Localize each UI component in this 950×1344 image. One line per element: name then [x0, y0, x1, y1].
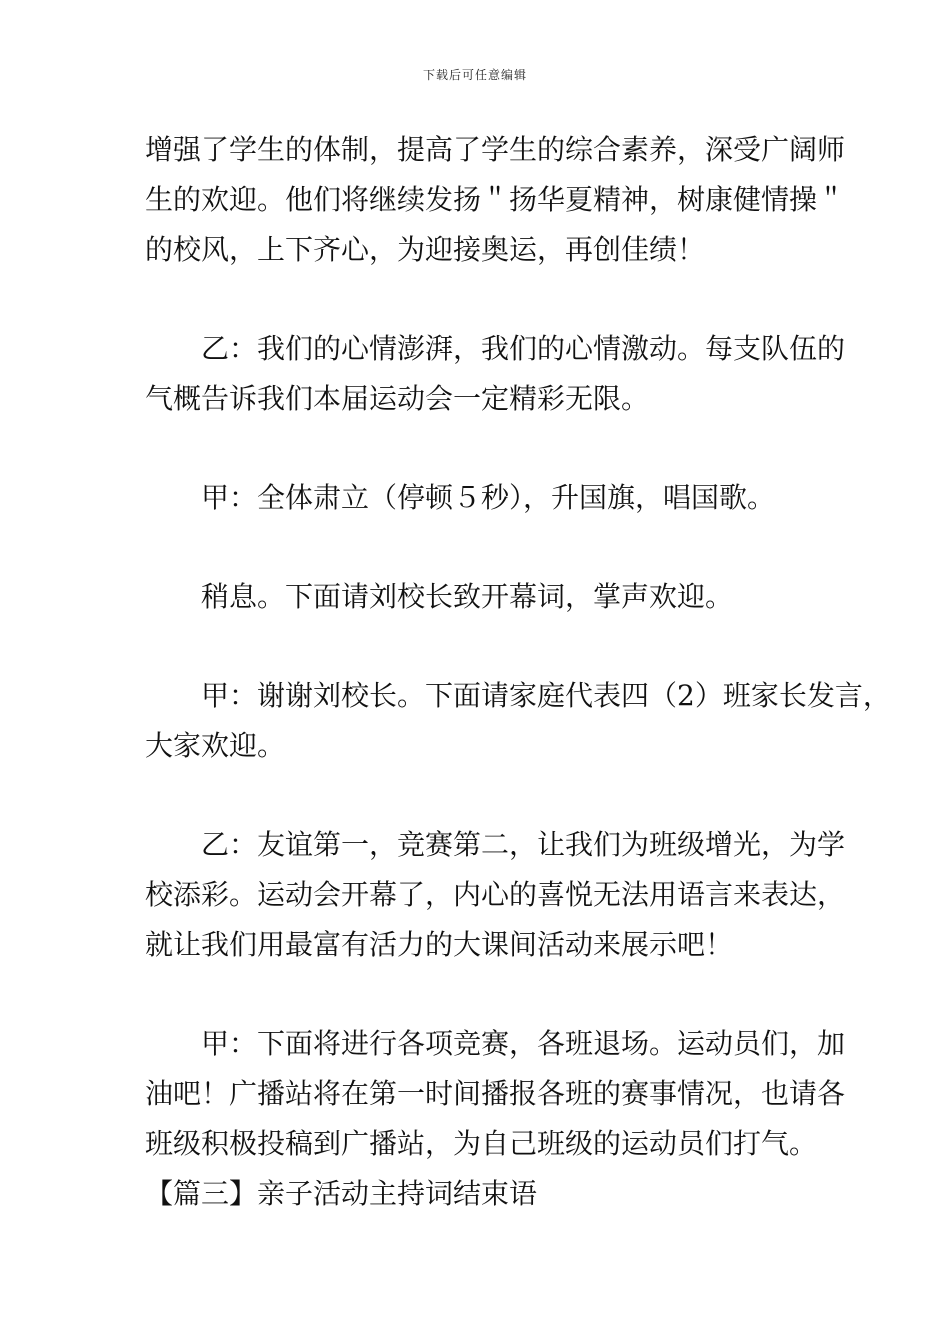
- section-heading: 【篇三】亲子活动主持词结束语: [145, 1177, 538, 1210]
- body-line: 气概告诉我们本届运动会一定精彩无限。: [145, 382, 650, 415]
- body-line: 大家欢迎。: [145, 729, 286, 762]
- body-line: 的校风，上下齐心，为迎接奥运，再创佳绩！: [145, 233, 706, 266]
- body-line: 油吧！广播站将在第一时间播报各班的赛事情况，也请各: [145, 1077, 846, 1110]
- body-line: 增强了学生的体制，提高了学生的综合素养，深受广阔师: [145, 133, 846, 166]
- body-line: 校添彩。运动会开幕了，内心的喜悦无法用语言来表达，: [145, 878, 846, 911]
- body-line: 就让我们用最富有活力的大课间活动来展示吧！: [145, 928, 734, 961]
- body-line: 稍息。下面请刘校长致开幕词，掌声欢迎。: [145, 580, 734, 613]
- body-line: 乙：友谊第一，竞赛第二，让我们为班级增光，为学: [145, 828, 846, 861]
- body-line: 乙：我们的心情澎湃，我们的心情激动。每支队伍的: [145, 332, 846, 365]
- body-line: 甲：谢谢刘校长。下面请家庭代表四（2）班家长发言，: [145, 679, 891, 712]
- body-line: 生的欢迎。他们将继续发扬＂扬华夏精神，树康健情操＂: [145, 183, 846, 216]
- body-line: 班级积极投稿到广播站，为自己班级的运动员们打气。: [145, 1127, 818, 1160]
- body-line: 甲：全体肃立（停顿５秒），升国旗，唱国歌。: [145, 481, 776, 514]
- body-line: 甲：下面将进行各项竞赛，各班退场。运动员们，加: [145, 1027, 846, 1060]
- page-header: 下载后可任意编辑: [422, 68, 527, 82]
